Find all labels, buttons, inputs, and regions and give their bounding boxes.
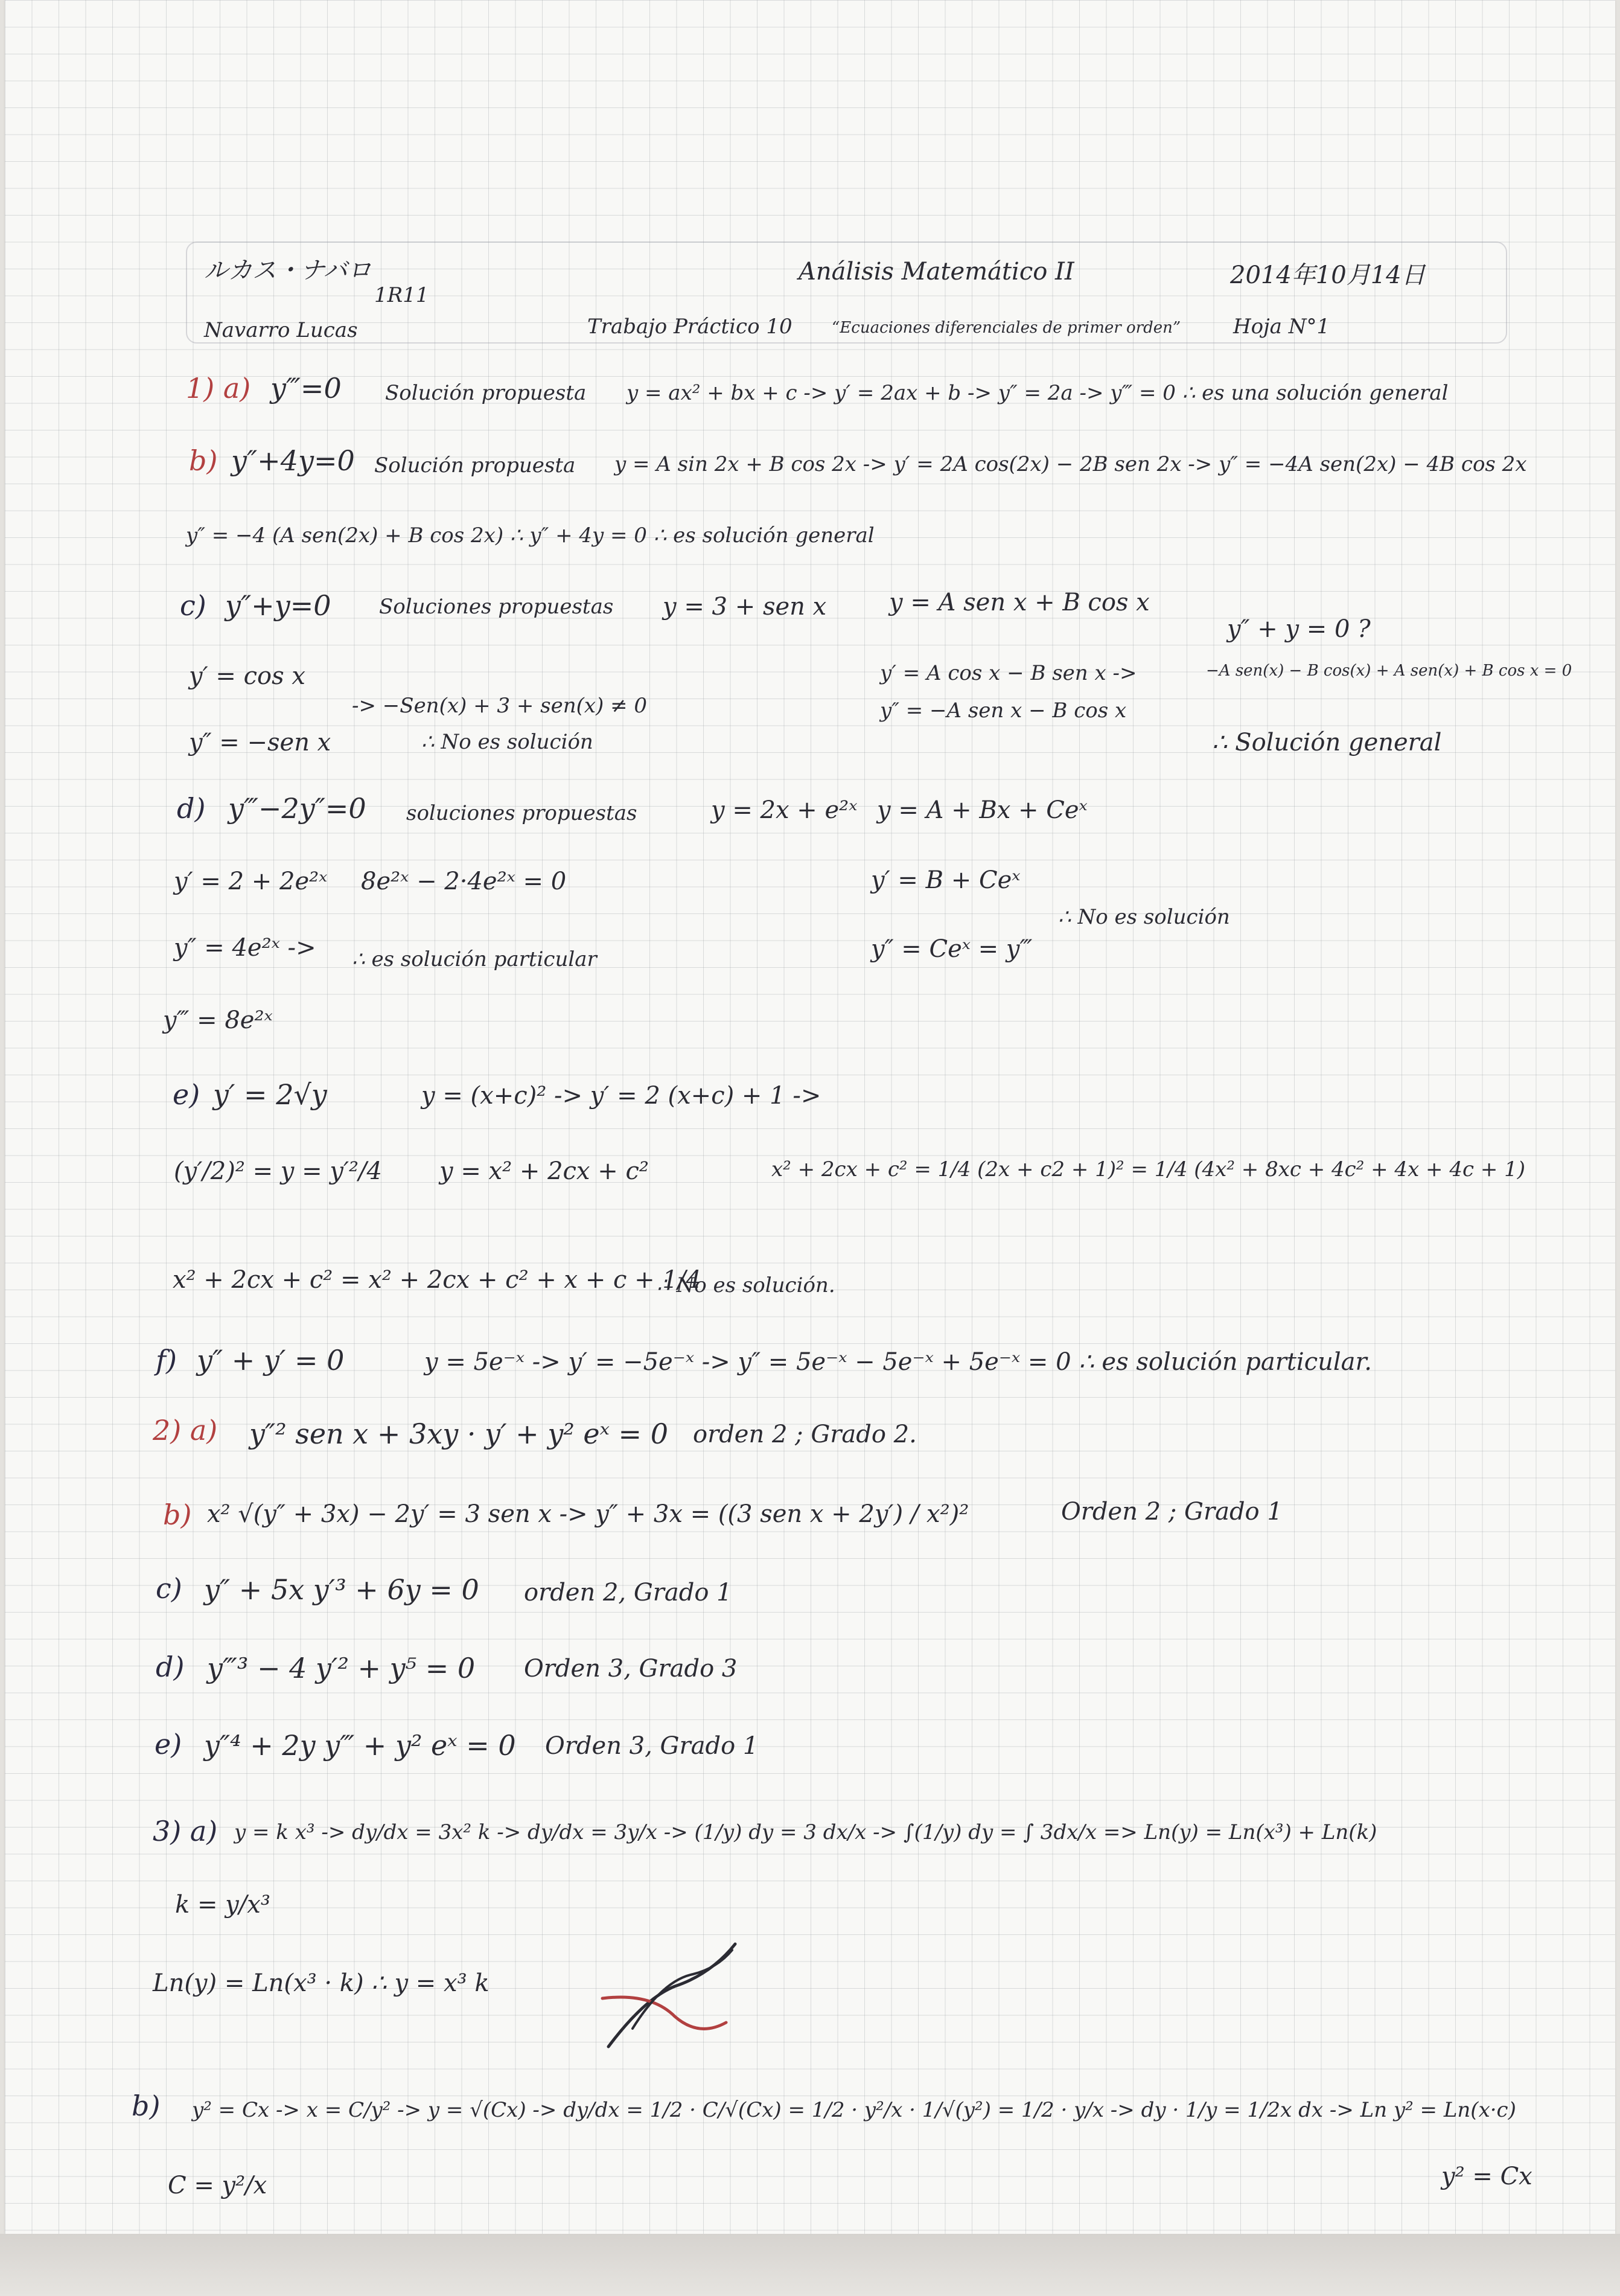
header-sheet: Hoja N°1: [1233, 315, 1330, 339]
ex1c-label: c): [180, 589, 206, 622]
ex1b-equation: y″+4y=0: [231, 444, 355, 477]
ex3a-result: Ln(y) = Ln(x³ · k) ∴ y = x³ k: [153, 1969, 490, 1997]
ex1d-proposal-label: soluciones propuestas: [406, 801, 637, 825]
ex1c-derivative-2b: y″ = −A sen x − B cos x: [880, 699, 1127, 723]
ex1c-derivative-1: y′ = cos x: [189, 662, 305, 690]
ex3b-label: b): [132, 2090, 161, 2122]
ex1d-line-2b: ∴ es solución particular: [352, 947, 597, 971]
ex1c-check: y″ + y = 0 ?: [1227, 615, 1371, 643]
ex1c-solution-2: y = A sen x + B cos x: [889, 589, 1150, 616]
ex3b-work: y² = Cx -> x = C/y² -> y = √(Cx) -> dy/dx = 1/2 · C/√(Cx) = 1/2 · y²/x · 1/√(y²) = 1/2 · y/x -> dy · 1/y = 1/2x dx -> Ln y² = Ln(x·c): [192, 2098, 1516, 2122]
ex1e-line-2c: x² + 2cx + c² = 1/4 (2x + c2 + 1)² = 1/4 (4x² + 8xc + 4c² + 4x + 4c + 1): [771, 1157, 1526, 1182]
ex1d-line-3: y‴ = 8e²ˣ: [163, 1006, 273, 1034]
header-name-jp: ルカス・ナバロ: [204, 257, 372, 284]
ex2a-result: orden 2 ; Grado 2.: [693, 1421, 917, 1448]
ex1e-work-1: y = (x+c)² -> y′ = 2 (x+c) + 1 ->: [421, 1082, 821, 1110]
ex1c-solution-1: y = 3 + sen x: [663, 593, 827, 621]
ex2c-equation: y″ + 5x y′³ + 6y = 0: [204, 1573, 479, 1606]
ex1d-line-2: y″ = 4e²ˣ ->: [174, 934, 316, 962]
ex2b-result: Orden 2 ; Grado 1: [1061, 1498, 1283, 1526]
ex2b-equation: x² √(y″ + 3x) − 2y′ = 3 sen x -> y″ + 3x = ((3 sen x + 2y′) / x²)²: [207, 1500, 969, 1528]
ex2d-label: d): [156, 1651, 185, 1683]
ex1b-proposal-label: Solución propuesta: [374, 453, 576, 478]
ex1d-right-1: y′ = B + Ceˣ: [871, 866, 1021, 894]
ex1a-work: y = ax² + bx + c -> y′ = 2ax + b -> y″ = 2a -> y‴ = 0 ∴ es una solución general: [627, 381, 1449, 405]
ex2e-label: e): [155, 1728, 182, 1760]
ex1c-equation: y″+y=0: [225, 589, 331, 622]
ex1c-verdict-2: ∴ Solución general: [1212, 729, 1442, 756]
ex1e-line-2b: y = x² + 2cx + c²: [439, 1157, 649, 1185]
ex2c-result: orden 2, Grado 1: [524, 1579, 732, 1607]
header-code: 1R11: [374, 283, 429, 307]
ex3b-result: y² = Cx: [1441, 2163, 1532, 2190]
ex3a-k: k = y/x³: [175, 1891, 270, 1919]
header-date: 2014年10月14日: [1230, 261, 1426, 289]
ex1e-line-3: x² + 2cx + c² = x² + 2cx + c² + x + c + 1/4: [173, 1266, 701, 1294]
ex2a-label: 2) a): [153, 1414, 218, 1447]
ex2e-equation: y″⁴ + 2y y‴ + y² eˣ = 0: [204, 1729, 516, 1762]
ex1c-work-2: −A sen(x) − B cos(x) + A sen(x) + B cos x = 0: [1206, 662, 1572, 680]
header-practice: Trabajo Práctico 10: [587, 315, 792, 339]
ex1d-right-3: ∴ No es solución: [1058, 905, 1230, 929]
ex1c-proposal-label: Soluciones propuestas: [379, 595, 614, 619]
ex1c-verdict-1: ∴ No es solución: [421, 730, 593, 754]
ex1b-label: b): [189, 444, 218, 477]
ex1e-line-2a: (y′/2)² = y = y′²/4: [174, 1157, 382, 1185]
ex1d-solution-1: y = 2x + e²ˣ: [711, 796, 858, 824]
notebook-page: [5, 0, 1615, 2234]
ex1f-equation: y″ + y′ = 0: [197, 1344, 345, 1377]
ex1e-verdict: ∴ No es solución.: [657, 1273, 835, 1297]
ex1d-line-1: y′ = 2 + 2e²ˣ: [174, 868, 328, 895]
ex1e-label: e): [173, 1078, 200, 1111]
ex1a-proposal-label: Solución propuesta: [385, 381, 587, 405]
ex1c-derivative-2: y″ = −sen x: [189, 729, 331, 756]
ex2c-label: c): [156, 1572, 182, 1605]
header-topic: “Ecuaciones diferenciales de primer orden”: [832, 319, 1181, 337]
ex1d-label: d): [177, 792, 206, 825]
ex1d-equation: y‴−2y″=0: [228, 792, 366, 825]
page-bottom-edge: [0, 2234, 1620, 2296]
ex2e-result: Orden 3, Grado 1: [545, 1732, 759, 1760]
ex1d-line-1b: 8e²ˣ − 2·4e²ˣ = 0: [361, 868, 567, 895]
ex1f-work: y = 5e⁻ˣ -> y′ = −5e⁻ˣ -> y″ = 5e⁻ˣ − 5e⁻ˣ + 5e⁻ˣ = 0 ∴ es solución particular.: [424, 1348, 1372, 1376]
ex2d-result: Orden 3, Grado 3: [524, 1655, 738, 1683]
ex2d-equation: y‴³ − 4 y′² + y⁵ = 0: [207, 1652, 476, 1684]
header-subject: Análisis Matemático II: [799, 258, 1074, 286]
ex1b-work: y = A sin 2x + B cos 2x -> y′ = 2A cos(2x) − 2B sen 2x -> y″ = −4A sen(2x) − 4B cos 2x: [614, 452, 1527, 476]
ex2b-label: b): [163, 1498, 192, 1531]
ex1b-line2: y″ = −4 (A sen(2x) + B cos 2x) ∴ y″ + 4y = 0 ∴ es solución general: [186, 523, 875, 548]
ex1a-label: 1) a): [186, 372, 251, 405]
ex1d-right-2: y″ = Ceˣ = y‴: [871, 935, 1033, 963]
ex3b-c: C = y²/x: [168, 2172, 267, 2199]
ex1a-equation: y‴=0: [270, 372, 342, 405]
ex3a-label: 3) a): [153, 1815, 218, 1847]
ex1e-equation: y′ = 2√y: [213, 1078, 327, 1111]
ex1d-solution-2: y = A + Bx + Ceˣ: [877, 796, 1088, 824]
curve-sketch-graphic: [596, 1932, 741, 2053]
ex1f-label: f): [156, 1344, 177, 1377]
header-name: Navarro Lucas: [204, 318, 358, 342]
ex1c-derivative-1b: y′ = A cos x − B sen x ->: [880, 661, 1137, 685]
ex1c-substitution: -> −Sen(x) + 3 + sen(x) ≠ 0: [352, 694, 648, 718]
ex2a-equation: y″² sen x + 3xy · y′ + y² eˣ = 0: [249, 1418, 668, 1450]
ex3a-work: y = k x³ -> dy/dx = 3x² k -> dy/dx = 3y/x -> (1/y) dy = 3 dx/x -> ∫(1/y) dy = ∫ 3dx/x => Ln(y) = Ln(x³) + Ln(k): [234, 1820, 1377, 1844]
